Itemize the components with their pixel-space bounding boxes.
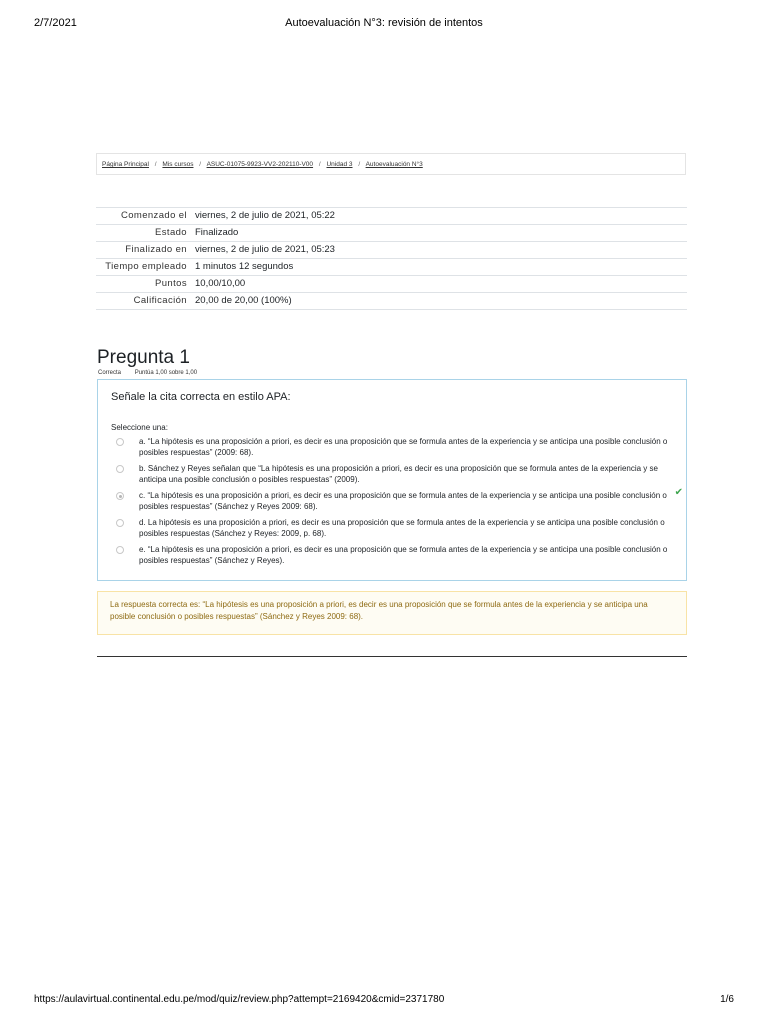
answer-option-c[interactable] (111, 487, 683, 512)
radio-button[interactable] (116, 465, 124, 473)
summary-label-started: Comenzado el (96, 208, 195, 225)
check-icon: ✔ (674, 487, 683, 498)
question-points: Puntúa 1,00 sobre 1,00 (134, 370, 198, 376)
radio-button-selected[interactable] (116, 492, 124, 500)
summary-row (96, 208, 687, 225)
print-url: https://aulavirtual.continental.edu.pe/mod/quiz/review.php?attempt=2169420&cmid=2371780 (34, 994, 445, 1005)
breadcrumb-home-link[interactable]: Página Principal (102, 161, 149, 168)
question-title: Pregunta 1 (97, 347, 190, 368)
question-status: Correcta (98, 370, 122, 376)
answer-option-text: e. “La hipótesis es una proposición a priori, es decir es una proposición que se formula antes de la experiencia y se anticipa una posible conclusión o posibles respuestas” (Sánchez y Reyes). (139, 545, 668, 565)
attempt-summary-table (96, 207, 687, 310)
answer-option-d[interactable] (111, 517, 671, 539)
answer-option-a[interactable] (111, 436, 671, 458)
print-page-number: 1/6 (720, 994, 734, 1005)
print-page-title: Autoevaluación N°3: revisión de intentos (285, 17, 483, 29)
summary-label-points: Puntos (96, 276, 195, 293)
summary-label-state: Estado (96, 225, 195, 242)
summary-value-started: viernes, 2 de julio de 2021, 05:22 (195, 208, 687, 225)
answer-options (111, 436, 683, 571)
answer-option-b[interactable] (111, 463, 671, 485)
summary-label-time: Tiempo empleado (96, 259, 195, 276)
answer-option-text: b. Sánchez y Reyes señalan que “La hipótesis es una proposición a priori, es decir es una proposición que se formula antes de la experiencia y se anticipa una posible conclusión o posibles respuestas” (2009). (139, 464, 658, 484)
summary-row (96, 242, 687, 259)
summary-row (96, 276, 687, 293)
breadcrumb-my-courses-link[interactable]: Mis cursos (162, 161, 194, 168)
summary-row (96, 259, 687, 276)
summary-value-state: Finalizado (195, 225, 687, 242)
answer-option-e[interactable] (111, 544, 671, 566)
breadcrumb-separator: / (318, 161, 321, 168)
question-meta (98, 370, 197, 376)
breadcrumb-separator: / (358, 161, 361, 168)
breadcrumb-separator: / (154, 161, 157, 168)
summary-value-finished: viernes, 2 de julio de 2021, 05:23 (195, 242, 687, 259)
select-one-label: Seleccione una: (111, 423, 168, 432)
summary-label-grade: Calificación (96, 293, 195, 310)
summary-row (96, 293, 687, 310)
print-date: 2/7/2021 (34, 17, 77, 29)
breadcrumb-separator: / (199, 161, 202, 168)
summary-value-points: 10,00/10,00 (195, 276, 687, 293)
breadcrumb-unit-link[interactable]: Unidad 3 (326, 161, 353, 168)
radio-button[interactable] (116, 546, 124, 554)
question-box (97, 379, 687, 581)
breadcrumb (96, 153, 686, 175)
summary-value-time: 1 minutos 12 segundos (195, 259, 687, 276)
radio-button[interactable] (116, 519, 124, 527)
summary-value-grade: 20,00 de 20,00 (100%) (195, 293, 687, 310)
answer-option-text: d. La hipótesis es una proposición a priori, es decir es una proposición que se formula antes de la experiencia y se anticipa una posible conclusión o posibles respuestas (Sánchez y Reyes: 2009, p. 68). (139, 518, 665, 538)
breadcrumb-course-link[interactable]: ASUC-01075-9923-VV2-202110-V00 (206, 161, 314, 168)
question-text: Señale la cita correcta en estilo APA: (111, 391, 291, 403)
answer-option-text: c. “La hipótesis es una proposición a priori, es decir es una proposición que se formula antes de la experiencia y se anticipa una posible conclusión o posibles respuestas” (Sánchez y Reyes 2009: 68). (139, 491, 667, 511)
summary-row (96, 225, 687, 242)
radio-button[interactable] (116, 438, 124, 446)
summary-label-finished: Finalizado en (96, 242, 195, 259)
answer-option-text: a. “La hipótesis es una proposición a priori, es decir es una proposición que se formula antes de la experiencia y se anticipa una posible conclusión o posibles respuestas” (2009: 68). (139, 437, 668, 457)
correct-answer-feedback: La respuesta correcta es: “La hipótesis es una proposición a priori, es decir es una proposición que se formula antes de la experiencia y se anticipa una posible conclusión o posibles respuestas” (Sánchez y Reyes 2009: 68). (97, 591, 687, 635)
breadcrumb-quiz-link[interactable]: Autoevaluación N°3 (365, 161, 423, 168)
print-header (34, 17, 734, 31)
section-divider (97, 656, 687, 657)
